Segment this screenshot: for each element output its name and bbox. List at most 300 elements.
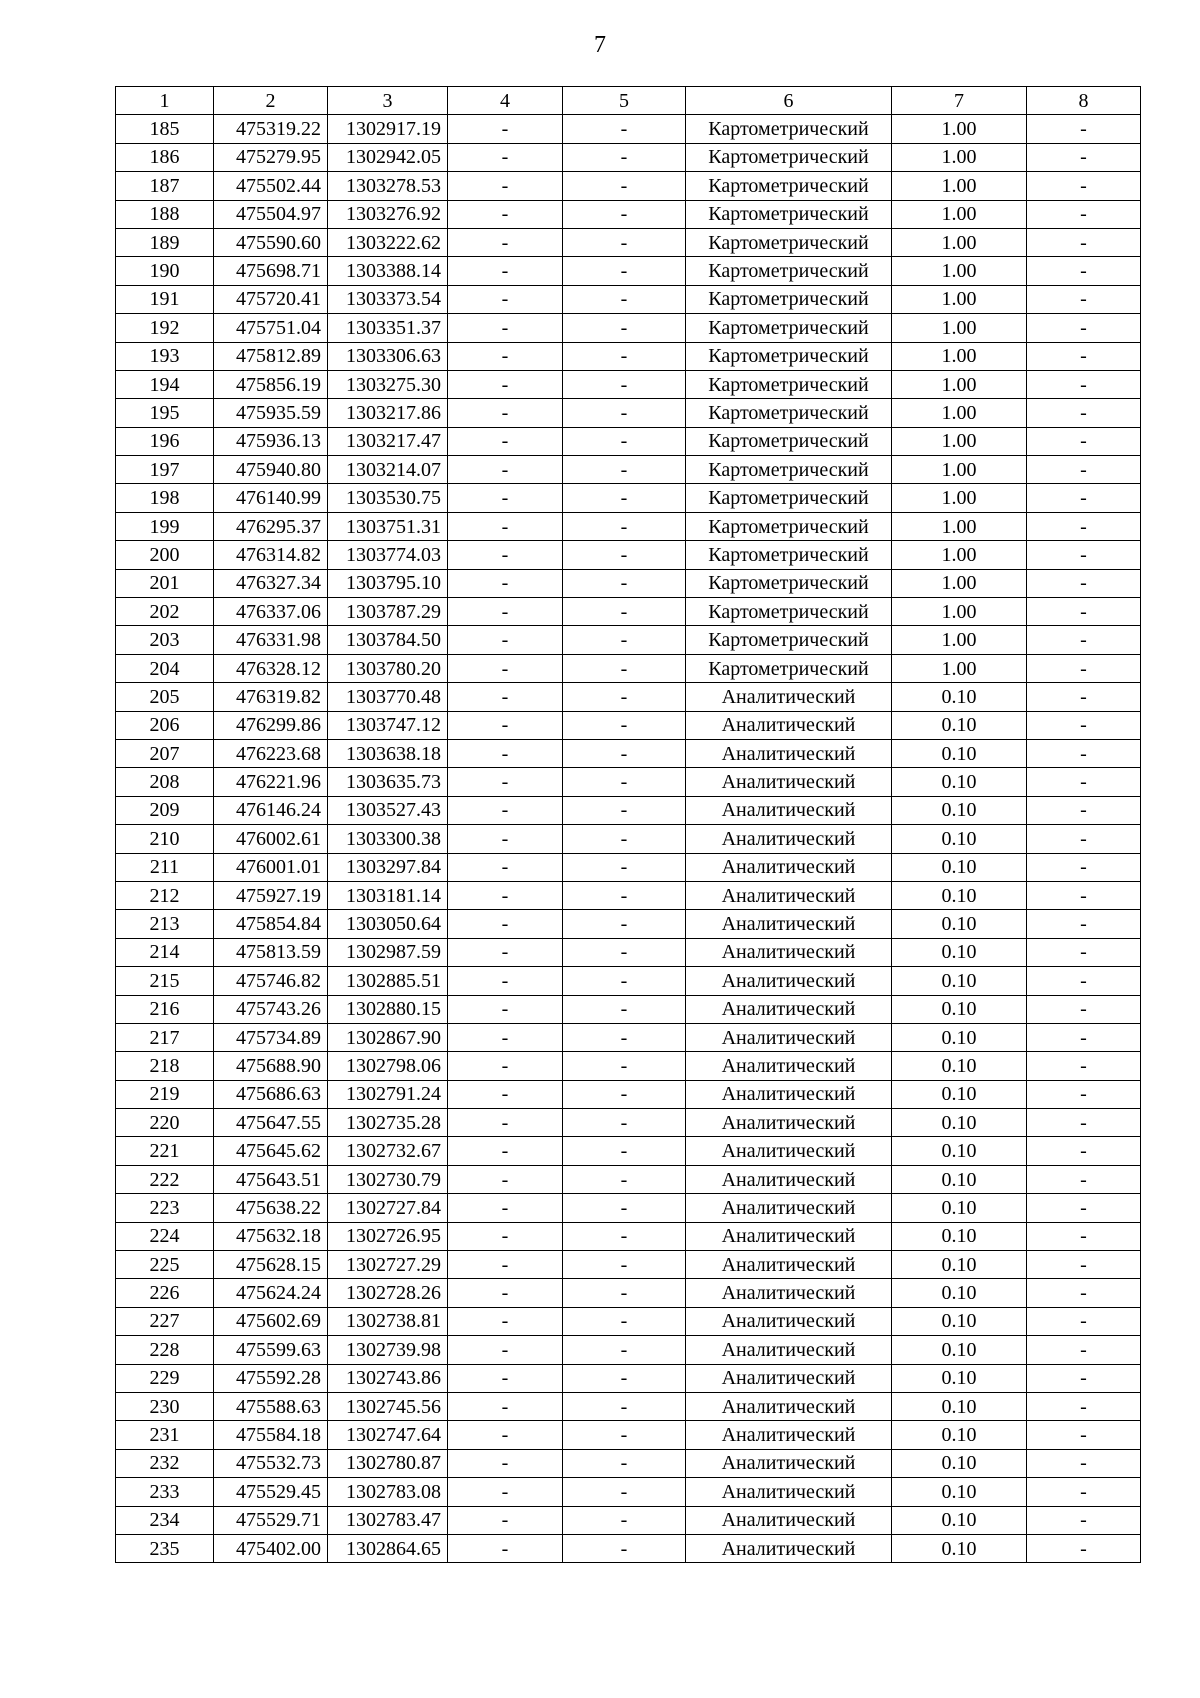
column-4-cell: -	[448, 1137, 563, 1165]
column-8-cell: -	[1027, 881, 1141, 909]
table-row	[116, 200, 1141, 228]
column-8-cell: -	[1027, 853, 1141, 881]
y-coordinate-cell: 1303297.84	[328, 853, 448, 881]
accuracy-cell: 0.10	[892, 1364, 1027, 1392]
column-5-cell: -	[563, 456, 686, 484]
column-5-cell: -	[563, 1052, 686, 1080]
column-8-cell: -	[1027, 967, 1141, 995]
method-cell: Картометрический	[686, 569, 892, 597]
column-4-cell: -	[448, 1449, 563, 1477]
accuracy-cell: 1.00	[892, 512, 1027, 540]
column-5-cell: -	[563, 739, 686, 767]
column-8-cell: -	[1027, 995, 1141, 1023]
accuracy-cell: 1.00	[892, 456, 1027, 484]
column-5-cell: -	[563, 995, 686, 1023]
x-coordinate-cell: 476314.82	[214, 541, 328, 569]
method-cell: Картометрический	[686, 427, 892, 455]
column-5-cell: -	[563, 1449, 686, 1477]
x-coordinate-cell: 476331.98	[214, 626, 328, 654]
column-5-cell: -	[563, 569, 686, 597]
table-row	[116, 1137, 1141, 1165]
accuracy-cell: 1.00	[892, 399, 1027, 427]
column-8-cell: -	[1027, 1165, 1141, 1193]
y-coordinate-cell: 1302735.28	[328, 1109, 448, 1137]
y-coordinate-cell: 1303300.38	[328, 825, 448, 853]
table-body	[116, 115, 1141, 1563]
accuracy-cell: 0.10	[892, 1023, 1027, 1051]
column-8-cell: -	[1027, 115, 1141, 143]
y-coordinate-cell: 1303276.92	[328, 200, 448, 228]
column-4-cell: -	[448, 541, 563, 569]
accuracy-cell: 1.00	[892, 257, 1027, 285]
point-number-cell: 217	[116, 1023, 214, 1051]
accuracy-cell: 0.10	[892, 1137, 1027, 1165]
table-row	[116, 1023, 1141, 1051]
x-coordinate-cell: 475698.71	[214, 257, 328, 285]
y-coordinate-cell: 1303795.10	[328, 569, 448, 597]
column-5-cell: -	[563, 370, 686, 398]
y-coordinate-cell: 1303217.86	[328, 399, 448, 427]
column-8-cell: -	[1027, 654, 1141, 682]
y-coordinate-cell: 1302739.98	[328, 1336, 448, 1364]
column-header: 1	[116, 87, 214, 115]
method-cell: Картометрический	[686, 399, 892, 427]
table-row	[116, 1421, 1141, 1449]
x-coordinate-cell: 475940.80	[214, 456, 328, 484]
column-8-cell: -	[1027, 1279, 1141, 1307]
method-cell: Аналитический	[686, 1392, 892, 1420]
x-coordinate-cell: 476328.12	[214, 654, 328, 682]
column-5-cell: -	[563, 967, 686, 995]
column-5-cell: -	[563, 285, 686, 313]
point-number-cell: 220	[116, 1109, 214, 1137]
point-number-cell: 234	[116, 1506, 214, 1534]
table-row	[116, 484, 1141, 512]
column-5-cell: -	[563, 853, 686, 881]
y-coordinate-cell: 1302798.06	[328, 1052, 448, 1080]
accuracy-cell: 0.10	[892, 967, 1027, 995]
accuracy-cell: 0.10	[892, 1506, 1027, 1534]
point-number-cell: 198	[116, 484, 214, 512]
coordinates-table	[115, 86, 1141, 1563]
y-coordinate-cell: 1302780.87	[328, 1449, 448, 1477]
method-cell: Картометрический	[686, 115, 892, 143]
column-5-cell: -	[563, 1392, 686, 1420]
method-cell: Аналитический	[686, 1251, 892, 1279]
method-cell: Картометрический	[686, 342, 892, 370]
point-number-cell: 204	[116, 654, 214, 682]
point-number-cell: 194	[116, 370, 214, 398]
method-cell: Аналитический	[686, 995, 892, 1023]
column-8-cell: -	[1027, 569, 1141, 597]
table-row	[116, 1165, 1141, 1193]
method-cell: Аналитический	[686, 853, 892, 881]
x-coordinate-cell: 475628.15	[214, 1251, 328, 1279]
y-coordinate-cell: 1302738.81	[328, 1307, 448, 1335]
column-4-cell: -	[448, 1279, 563, 1307]
column-8-cell: -	[1027, 1137, 1141, 1165]
column-8-cell: -	[1027, 1421, 1141, 1449]
table-row	[116, 285, 1141, 313]
column-4-cell: -	[448, 1307, 563, 1335]
table-row	[116, 456, 1141, 484]
table-row	[116, 1279, 1141, 1307]
table-row	[116, 995, 1141, 1023]
column-8-cell: -	[1027, 484, 1141, 512]
column-5-cell: -	[563, 257, 686, 285]
column-5-cell: -	[563, 484, 686, 512]
column-5-cell: -	[563, 342, 686, 370]
y-coordinate-cell: 1302727.29	[328, 1251, 448, 1279]
table-row	[116, 1392, 1141, 1420]
column-4-cell: -	[448, 228, 563, 256]
method-cell: Аналитический	[686, 910, 892, 938]
x-coordinate-cell: 476223.68	[214, 739, 328, 767]
accuracy-cell: 1.00	[892, 285, 1027, 313]
x-coordinate-cell: 475813.59	[214, 938, 328, 966]
point-number-cell: 207	[116, 739, 214, 767]
column-4-cell: -	[448, 654, 563, 682]
x-coordinate-cell: 475599.63	[214, 1336, 328, 1364]
x-coordinate-cell: 476299.86	[214, 711, 328, 739]
column-8-cell: -	[1027, 257, 1141, 285]
y-coordinate-cell: 1302747.64	[328, 1421, 448, 1449]
x-coordinate-cell: 475590.60	[214, 228, 328, 256]
point-number-cell: 226	[116, 1279, 214, 1307]
y-coordinate-cell: 1302728.26	[328, 1279, 448, 1307]
accuracy-cell: 0.10	[892, 1307, 1027, 1335]
column-header: 5	[563, 87, 686, 115]
accuracy-cell: 0.10	[892, 825, 1027, 853]
x-coordinate-cell: 475751.04	[214, 314, 328, 342]
y-coordinate-cell: 1302783.47	[328, 1506, 448, 1534]
y-coordinate-cell: 1302880.15	[328, 995, 448, 1023]
x-coordinate-cell: 476327.34	[214, 569, 328, 597]
accuracy-cell: 0.10	[892, 938, 1027, 966]
table-row	[116, 825, 1141, 853]
table-row	[116, 569, 1141, 597]
point-number-cell: 196	[116, 427, 214, 455]
column-8-cell: -	[1027, 1449, 1141, 1477]
accuracy-cell: 1.00	[892, 172, 1027, 200]
point-number-cell: 216	[116, 995, 214, 1023]
column-8-cell: -	[1027, 342, 1141, 370]
column-8-cell: -	[1027, 796, 1141, 824]
y-coordinate-cell: 1302987.59	[328, 938, 448, 966]
column-5-cell: -	[563, 143, 686, 171]
column-4-cell: -	[448, 370, 563, 398]
method-cell: Аналитический	[686, 967, 892, 995]
column-8-cell: -	[1027, 1478, 1141, 1506]
column-8-cell: -	[1027, 1307, 1141, 1335]
x-coordinate-cell: 476337.06	[214, 598, 328, 626]
point-number-cell: 218	[116, 1052, 214, 1080]
y-coordinate-cell: 1303530.75	[328, 484, 448, 512]
table-row	[116, 541, 1141, 569]
column-4-cell: -	[448, 1392, 563, 1420]
method-cell: Аналитический	[686, 938, 892, 966]
column-8-cell: -	[1027, 1392, 1141, 1420]
accuracy-cell: 1.00	[892, 427, 1027, 455]
x-coordinate-cell: 475720.41	[214, 285, 328, 313]
method-cell: Картометрический	[686, 172, 892, 200]
table-row	[116, 739, 1141, 767]
point-number-cell: 197	[116, 456, 214, 484]
table-row	[116, 1307, 1141, 1335]
accuracy-cell: 0.10	[892, 739, 1027, 767]
method-cell: Картометрический	[686, 314, 892, 342]
table-row	[116, 654, 1141, 682]
x-coordinate-cell: 475688.90	[214, 1052, 328, 1080]
table-row	[116, 427, 1141, 455]
method-cell: Аналитический	[686, 768, 892, 796]
column-8-cell: -	[1027, 598, 1141, 626]
method-cell: Аналитический	[686, 1279, 892, 1307]
y-coordinate-cell: 1302730.79	[328, 1165, 448, 1193]
x-coordinate-cell: 475743.26	[214, 995, 328, 1023]
accuracy-cell: 1.00	[892, 626, 1027, 654]
accuracy-cell: 0.10	[892, 683, 1027, 711]
x-coordinate-cell: 475647.55	[214, 1109, 328, 1137]
point-number-cell: 192	[116, 314, 214, 342]
column-5-cell: -	[563, 881, 686, 909]
y-coordinate-cell: 1303222.62	[328, 228, 448, 256]
x-coordinate-cell: 475927.19	[214, 881, 328, 909]
column-5-cell: -	[563, 427, 686, 455]
column-8-cell: -	[1027, 1506, 1141, 1534]
table-row	[116, 228, 1141, 256]
y-coordinate-cell: 1302942.05	[328, 143, 448, 171]
column-5-cell: -	[563, 598, 686, 626]
column-4-cell: -	[448, 1251, 563, 1279]
column-8-cell: -	[1027, 314, 1141, 342]
accuracy-cell: 0.10	[892, 1080, 1027, 1108]
x-coordinate-cell: 476319.82	[214, 683, 328, 711]
column-8-cell: -	[1027, 228, 1141, 256]
point-number-cell: 214	[116, 938, 214, 966]
method-cell: Аналитический	[686, 796, 892, 824]
point-number-cell: 201	[116, 569, 214, 597]
method-cell: Картометрический	[686, 257, 892, 285]
column-4-cell: -	[448, 853, 563, 881]
table-row	[116, 1336, 1141, 1364]
column-5-cell: -	[563, 1194, 686, 1222]
y-coordinate-cell: 1303275.30	[328, 370, 448, 398]
y-coordinate-cell: 1302732.67	[328, 1137, 448, 1165]
accuracy-cell: 1.00	[892, 654, 1027, 682]
column-8-cell: -	[1027, 1023, 1141, 1051]
table-row	[116, 683, 1141, 711]
table-header-row	[116, 87, 1141, 115]
column-8-cell: -	[1027, 172, 1141, 200]
table-row	[116, 796, 1141, 824]
column-8-cell: -	[1027, 399, 1141, 427]
column-5-cell: -	[563, 1534, 686, 1562]
table-row	[116, 143, 1141, 171]
column-5-cell: -	[563, 683, 686, 711]
column-4-cell: -	[448, 796, 563, 824]
y-coordinate-cell: 1303373.54	[328, 285, 448, 313]
method-cell: Аналитический	[686, 825, 892, 853]
x-coordinate-cell: 475529.71	[214, 1506, 328, 1534]
point-number-cell: 195	[116, 399, 214, 427]
method-cell: Аналитический	[686, 1421, 892, 1449]
accuracy-cell: 0.10	[892, 1222, 1027, 1250]
column-5-cell: -	[563, 200, 686, 228]
accuracy-cell: 0.10	[892, 1478, 1027, 1506]
point-number-cell: 193	[116, 342, 214, 370]
point-number-cell: 188	[116, 200, 214, 228]
column-5-cell: -	[563, 910, 686, 938]
column-4-cell: -	[448, 1364, 563, 1392]
page-number: 7	[594, 32, 606, 58]
accuracy-cell: 0.10	[892, 853, 1027, 881]
accuracy-cell: 0.10	[892, 881, 1027, 909]
method-cell: Картометрический	[686, 598, 892, 626]
column-8-cell: -	[1027, 200, 1141, 228]
column-header: 7	[892, 87, 1027, 115]
column-4-cell: -	[448, 1080, 563, 1108]
point-number-cell: 189	[116, 228, 214, 256]
column-8-cell: -	[1027, 626, 1141, 654]
x-coordinate-cell: 475584.18	[214, 1421, 328, 1449]
table-row	[116, 1080, 1141, 1108]
column-4-cell: -	[448, 115, 563, 143]
y-coordinate-cell: 1303784.50	[328, 626, 448, 654]
table-row	[116, 938, 1141, 966]
table-row	[116, 626, 1141, 654]
x-coordinate-cell: 475532.73	[214, 1449, 328, 1477]
accuracy-cell: 1.00	[892, 228, 1027, 256]
column-8-cell: -	[1027, 1336, 1141, 1364]
accuracy-cell: 0.10	[892, 1194, 1027, 1222]
point-number-cell: 219	[116, 1080, 214, 1108]
column-4-cell: -	[448, 1222, 563, 1250]
point-number-cell: 222	[116, 1165, 214, 1193]
y-coordinate-cell: 1302864.65	[328, 1534, 448, 1562]
method-cell: Аналитический	[686, 1109, 892, 1137]
column-4-cell: -	[448, 484, 563, 512]
column-4-cell: -	[448, 427, 563, 455]
column-4-cell: -	[448, 1506, 563, 1534]
method-cell: Аналитический	[686, 1336, 892, 1364]
point-number-cell: 215	[116, 967, 214, 995]
column-8-cell: -	[1027, 825, 1141, 853]
method-cell: Картометрический	[686, 228, 892, 256]
x-coordinate-cell: 475935.59	[214, 399, 328, 427]
column-8-cell: -	[1027, 910, 1141, 938]
table-row	[116, 1251, 1141, 1279]
point-number-cell: 185	[116, 115, 214, 143]
column-5-cell: -	[563, 1080, 686, 1108]
y-coordinate-cell: 1302726.95	[328, 1222, 448, 1250]
column-5-cell: -	[563, 541, 686, 569]
x-coordinate-cell: 476140.99	[214, 484, 328, 512]
column-4-cell: -	[448, 910, 563, 938]
table-row	[116, 711, 1141, 739]
y-coordinate-cell: 1302727.84	[328, 1194, 448, 1222]
column-5-cell: -	[563, 1023, 686, 1051]
column-5-cell: -	[563, 825, 686, 853]
method-cell: Аналитический	[686, 711, 892, 739]
column-8-cell: -	[1027, 711, 1141, 739]
point-number-cell: 199	[116, 512, 214, 540]
x-coordinate-cell: 476002.61	[214, 825, 328, 853]
x-coordinate-cell: 475632.18	[214, 1222, 328, 1250]
point-number-cell: 213	[116, 910, 214, 938]
accuracy-cell: 0.10	[892, 910, 1027, 938]
y-coordinate-cell: 1303774.03	[328, 541, 448, 569]
column-8-cell: -	[1027, 1534, 1141, 1562]
table-row	[116, 1534, 1141, 1562]
accuracy-cell: 1.00	[892, 143, 1027, 171]
method-cell: Картометрический	[686, 541, 892, 569]
column-5-cell: -	[563, 796, 686, 824]
column-8-cell: -	[1027, 1251, 1141, 1279]
y-coordinate-cell: 1303780.20	[328, 654, 448, 682]
column-4-cell: -	[448, 711, 563, 739]
x-coordinate-cell: 476295.37	[214, 512, 328, 540]
point-number-cell: 230	[116, 1392, 214, 1420]
y-coordinate-cell: 1302745.56	[328, 1392, 448, 1420]
table-row	[116, 1449, 1141, 1477]
column-8-cell: -	[1027, 1109, 1141, 1137]
column-5-cell: -	[563, 1137, 686, 1165]
column-8-cell: -	[1027, 370, 1141, 398]
column-8-cell: -	[1027, 1194, 1141, 1222]
table-row	[116, 1506, 1141, 1534]
x-coordinate-cell: 475645.62	[214, 1137, 328, 1165]
y-coordinate-cell: 1303635.73	[328, 768, 448, 796]
accuracy-cell: 0.10	[892, 1449, 1027, 1477]
column-header: 8	[1027, 87, 1141, 115]
y-coordinate-cell: 1303181.14	[328, 881, 448, 909]
y-coordinate-cell: 1303770.48	[328, 683, 448, 711]
column-4-cell: -	[448, 938, 563, 966]
column-4-cell: -	[448, 739, 563, 767]
accuracy-cell: 0.10	[892, 1251, 1027, 1279]
method-cell: Картометрический	[686, 512, 892, 540]
table-row	[116, 768, 1141, 796]
table-row	[116, 1109, 1141, 1137]
accuracy-cell: 1.00	[892, 484, 1027, 512]
y-coordinate-cell: 1303278.53	[328, 172, 448, 200]
column-4-cell: -	[448, 995, 563, 1023]
point-number-cell: 210	[116, 825, 214, 853]
column-5-cell: -	[563, 1109, 686, 1137]
point-number-cell: 211	[116, 853, 214, 881]
method-cell: Картометрический	[686, 484, 892, 512]
y-coordinate-cell: 1303638.18	[328, 739, 448, 767]
point-number-cell: 224	[116, 1222, 214, 1250]
y-coordinate-cell: 1303214.07	[328, 456, 448, 484]
point-number-cell: 212	[116, 881, 214, 909]
table-row	[116, 881, 1141, 909]
x-coordinate-cell: 475624.24	[214, 1279, 328, 1307]
table-row	[116, 598, 1141, 626]
method-cell: Картометрический	[686, 143, 892, 171]
column-5-cell: -	[563, 768, 686, 796]
column-5-cell: -	[563, 1421, 686, 1449]
column-header: 4	[448, 87, 563, 115]
y-coordinate-cell: 1303747.12	[328, 711, 448, 739]
x-coordinate-cell: 476001.01	[214, 853, 328, 881]
column-4-cell: -	[448, 314, 563, 342]
x-coordinate-cell: 475936.13	[214, 427, 328, 455]
column-5-cell: -	[563, 314, 686, 342]
point-number-cell: 206	[116, 711, 214, 739]
method-cell: Картометрический	[686, 285, 892, 313]
